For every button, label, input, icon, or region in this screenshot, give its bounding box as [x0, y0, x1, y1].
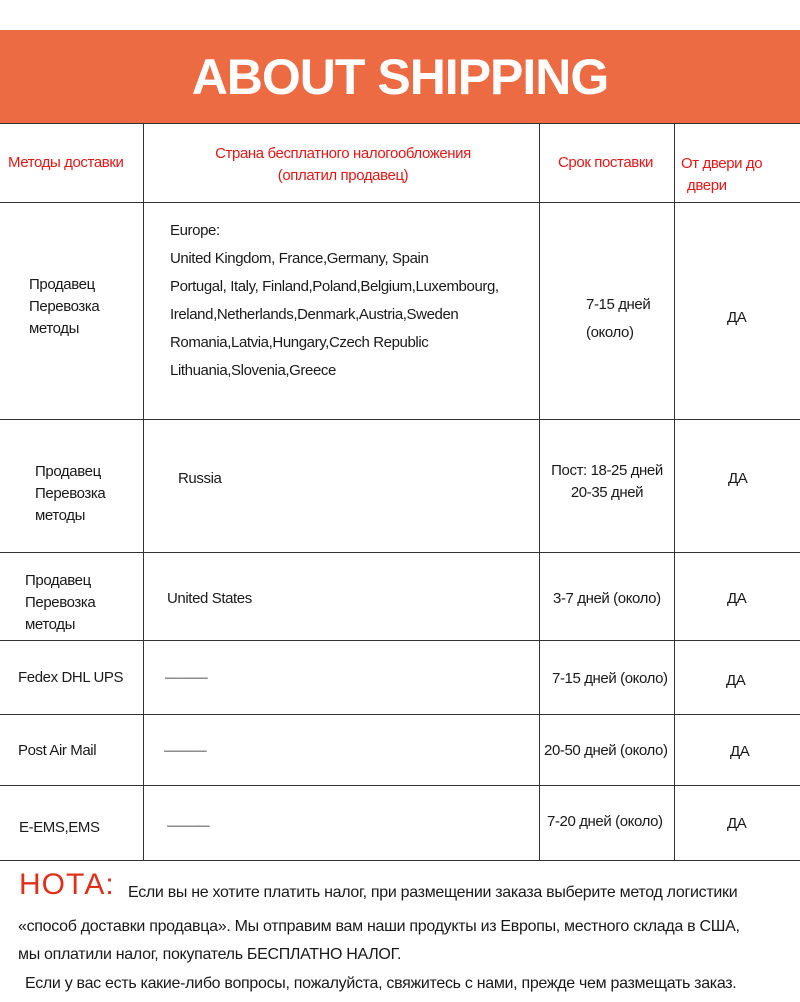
note-line-2: «способ доставки продавца». Мы отправим вам наши продукты из Европы, местного склада в США,	[18, 918, 740, 935]
row-3-method: Продавец Перевозка методы	[25, 572, 96, 633]
row-4-method: Fedex DHL UPS	[18, 669, 124, 686]
row-4-country: ————	[165, 672, 208, 684]
row-1-door: ДА	[727, 309, 747, 326]
table-divider	[0, 202, 800, 203]
table-divider	[0, 714, 800, 715]
row-2-door: ДА	[728, 470, 748, 487]
row-4-time: 7-15 дней (около)	[552, 670, 668, 687]
table-border-top	[0, 123, 800, 124]
column-divider	[143, 123, 144, 861]
shipping-table	[0, 123, 800, 861]
row-5-method: Post Air Mail	[18, 742, 97, 759]
header-door: От двери до двери	[681, 155, 763, 194]
header-time: Срок поставки	[558, 154, 653, 171]
page-title: ABOUT SHIPPING	[191, 48, 609, 105]
header-method: Методы доставки	[8, 154, 124, 171]
header-banner	[0, 30, 800, 123]
note-line-4: Если у вас есть какие-либо вопросы, пожалуйста, свяжитесь с нами, прежде чем размещать заказ.	[25, 975, 737, 992]
row-6-method: E-EMS,EMS	[19, 819, 100, 836]
row-1-method: Продавец Перевозка методы	[29, 276, 100, 337]
row-3-door: ДА	[727, 590, 747, 607]
row-1-time: 7-15 дней (около)	[586, 296, 651, 341]
column-divider	[674, 123, 675, 861]
table-divider	[0, 552, 800, 553]
note-line-3: мы оплатили налог, покупатель БЕСПЛАТНО НАЛОГ.	[18, 946, 402, 963]
note-line-1: Если вы не хотите платить налог, при размещении заказа выберите метод логистики	[128, 884, 738, 901]
row-3-time: 3-7 дней (около)	[553, 590, 661, 607]
table-divider	[0, 419, 800, 420]
row-3-country: United States	[167, 590, 252, 607]
row-5-door: ДА	[730, 743, 750, 760]
row-1-country: Europe: United Kingdom, France,Germany, Spain Portugal, Italy, Finland,Poland,Belgium,Luxembourg, Ireland,Netherlands,Denmark,Austria,Sweden Romania,Latvia,Hungary,Czech Republic Lithuania,Slovenia,Greece	[170, 222, 499, 379]
table-border-bottom	[0, 860, 800, 861]
row-5-country: ————	[164, 745, 207, 757]
header-country: Страна бесплатного налогообложения (оплатил продавец)	[215, 145, 471, 184]
row-2-time: Пост: 18-25 дней 20-35 дней	[551, 462, 663, 501]
row-4-door: ДА	[726, 672, 746, 689]
note-label: НОТА:	[19, 868, 115, 901]
row-5-time: 20-50 дней (около)	[544, 742, 668, 759]
row-2-method: Продавец Перевозка методы	[35, 463, 106, 524]
row-6-time: 7-20 дней (около)	[547, 813, 663, 830]
row-6-country: ————	[167, 820, 210, 832]
row-6-door: ДА	[727, 815, 747, 832]
row-2-country: Russia	[178, 470, 222, 487]
table-divider	[0, 640, 800, 641]
table-divider	[0, 785, 800, 786]
